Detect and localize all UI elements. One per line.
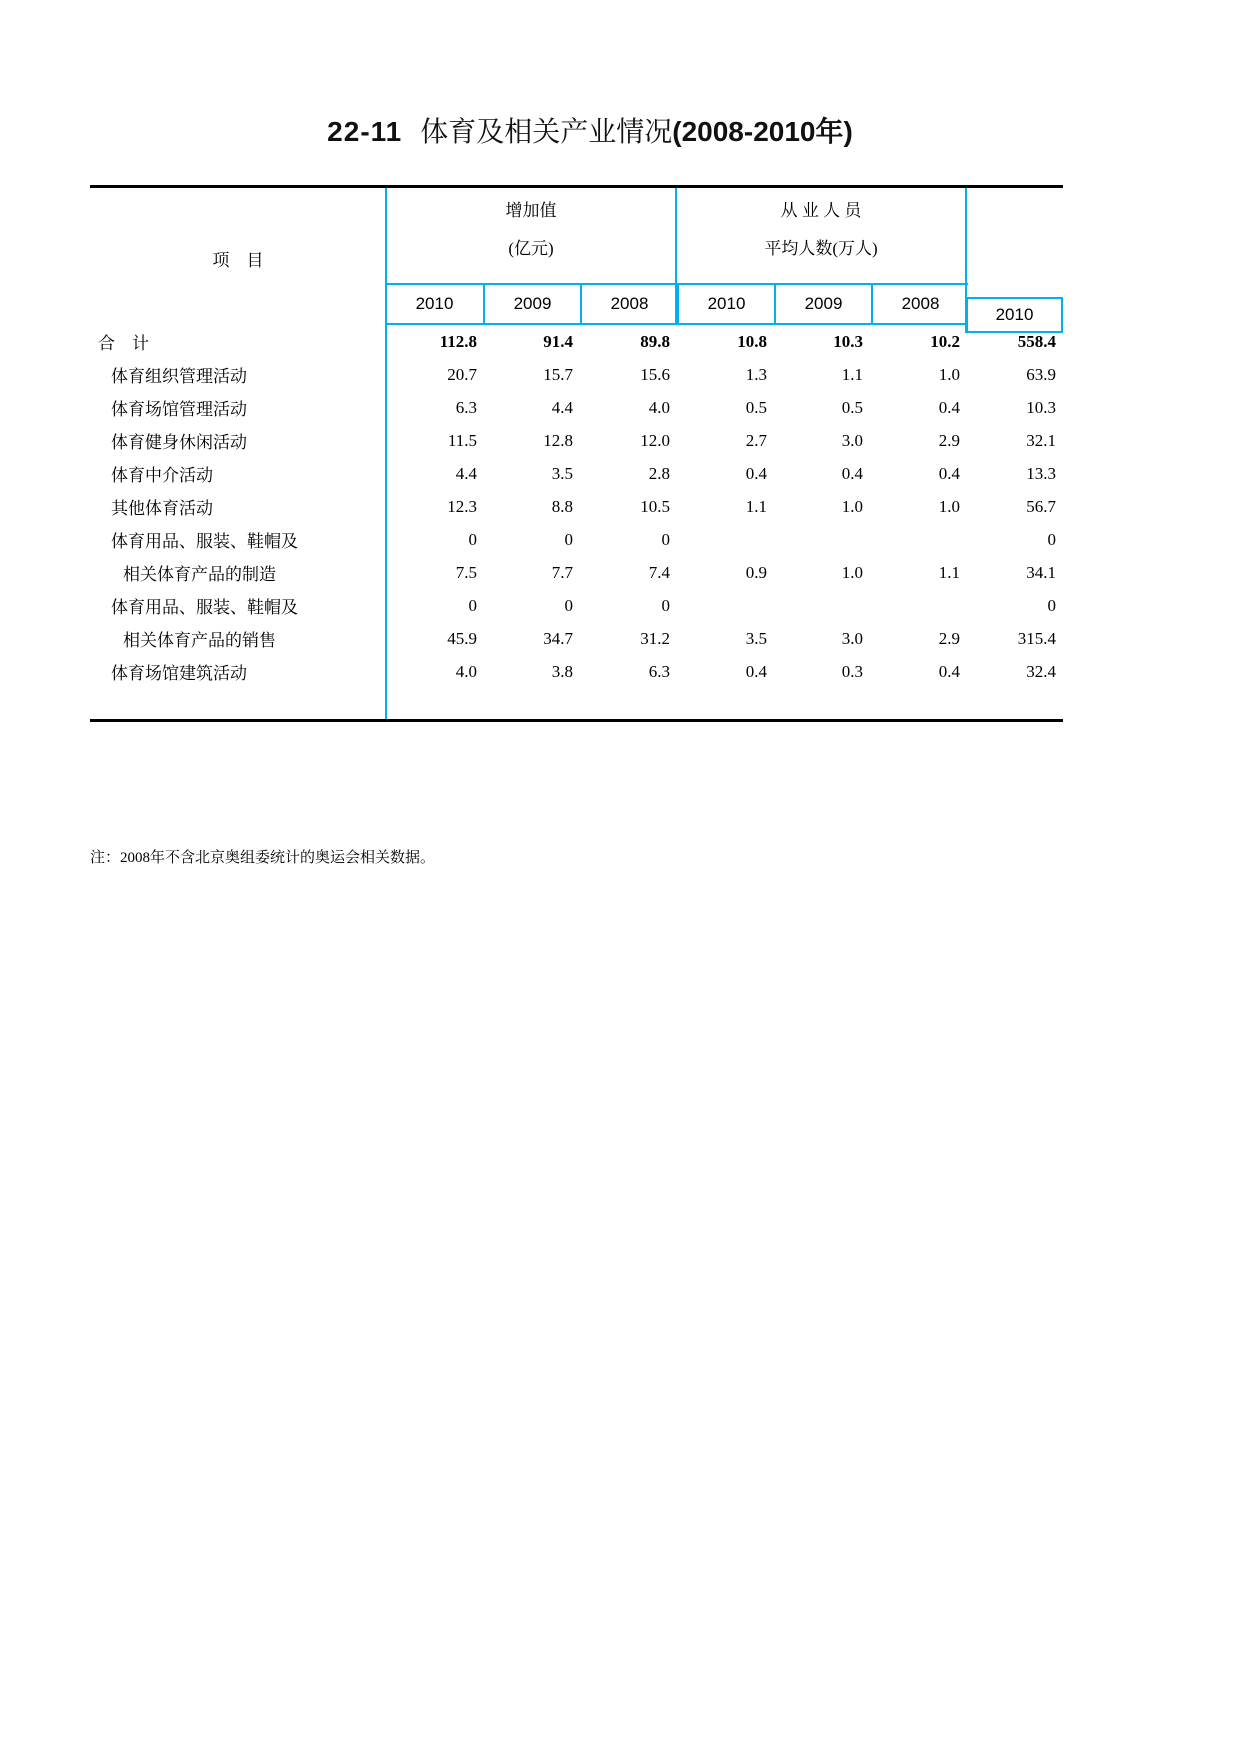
cell-value: 12.0 [640, 430, 670, 450]
cell-value: 11.5 [447, 430, 477, 450]
page-title [0, 110, 1180, 150]
cell-value: 112.8 [439, 331, 477, 351]
cell-value: 0.4 [938, 397, 960, 417]
cell-value: 0.4 [841, 463, 863, 483]
cell-value: 0.9 [745, 562, 767, 582]
cell-value: 0 [1047, 595, 1056, 615]
cell-value: 2.8 [648, 463, 670, 483]
cell-value: 89.8 [640, 331, 670, 351]
table-row [90, 358, 1063, 391]
table-row [90, 325, 1063, 358]
table-body [90, 325, 1063, 688]
cell-value: 2.7 [745, 430, 767, 450]
cell-value: 0 [661, 529, 670, 549]
cell-value: 63.9 [1026, 364, 1056, 384]
cell-value: 10.3 [833, 331, 863, 351]
title-text: 体育及相关产业情况 [420, 117, 673, 148]
cell-value: 7.5 [455, 562, 477, 582]
year-header-extra: 2010 [966, 297, 1063, 333]
title-period: (2008-2010年) [672, 116, 853, 147]
year-header: 2008 [871, 285, 968, 323]
cell-value: 4.0 [648, 397, 670, 417]
statistics-table [90, 185, 1063, 722]
row-label: 体育中介活动 [111, 466, 213, 485]
group-employees-unit: 平均人数(万人) [764, 239, 878, 258]
cell-value: 0.4 [745, 463, 767, 483]
year-header: 2008 [580, 285, 677, 323]
cell-value: 0.4 [938, 463, 960, 483]
cell-value: 31.2 [640, 628, 670, 648]
cell-value: 1.0 [841, 496, 863, 516]
cell-value: 13.3 [1026, 463, 1056, 483]
cell-value: 6.3 [455, 397, 477, 417]
cell-value: 10.3 [1026, 397, 1056, 417]
table-row [90, 457, 1063, 490]
cell-value: 4.0 [455, 661, 477, 681]
cell-value: 12.3 [447, 496, 477, 516]
cell-value: 1.3 [745, 364, 767, 384]
cell-value: 3.5 [745, 628, 767, 648]
cell-value: 10.8 [737, 331, 767, 351]
table-row [90, 556, 1063, 589]
row-label: 体育场馆管理活动 [111, 400, 247, 419]
cell-value: 1.1 [841, 364, 863, 384]
year-header: 2010 [415, 294, 454, 313]
cell-value: 1.1 [938, 562, 960, 582]
row-label: 相关体育产品的制造 [123, 565, 276, 584]
cell-value: 0 [468, 595, 477, 615]
cell-value: 3.0 [841, 430, 863, 450]
year-header: 2009 [483, 285, 580, 323]
cell-value: 15.7 [543, 364, 573, 384]
cell-value: 32.1 [1026, 430, 1056, 450]
row-label: 相关体育产品的销售 [123, 631, 276, 650]
cell-value: 0.4 [745, 661, 767, 681]
table-row [90, 391, 1063, 424]
cell-value: 0 [564, 529, 573, 549]
cell-value: 0 [661, 595, 670, 615]
table-row [90, 523, 1063, 556]
cell-value: 558.4 [1017, 331, 1056, 351]
cell-value: 45.9 [447, 628, 477, 648]
row-label: 体育用品、服装、鞋帽及 [111, 532, 298, 551]
table-row [90, 424, 1063, 457]
cell-value: 8.8 [551, 496, 573, 516]
year-header-row [386, 283, 968, 325]
table-number: 22-11 [327, 116, 403, 147]
cell-value: 12.8 [543, 430, 573, 450]
cell-value: 32.4 [1026, 661, 1056, 681]
cell-value: 315.4 [1017, 628, 1056, 648]
cell-value: 0 [468, 529, 477, 549]
cell-value: 2.9 [938, 430, 960, 450]
cell-value: 0.4 [938, 661, 960, 681]
cell-value: 3.0 [841, 628, 863, 648]
group-added-value-title: 增加值 [505, 201, 557, 220]
row-label: 其他体育活动 [111, 499, 213, 518]
cell-value: 3.5 [551, 463, 573, 483]
table-row [90, 622, 1063, 655]
cell-value: 0.5 [841, 397, 863, 417]
row-label: 体育场馆建筑活动 [111, 664, 247, 683]
cell-value: 0 [564, 595, 573, 615]
table-row [90, 490, 1063, 523]
cell-value: 10.5 [640, 496, 670, 516]
cell-value: 0.5 [745, 397, 767, 417]
cell-value: 10.2 [930, 331, 960, 351]
row-label: 合 计 [98, 334, 149, 353]
cell-value: 1.0 [938, 496, 960, 516]
cell-value: 15.6 [640, 364, 670, 384]
cell-value: 0 [1047, 529, 1056, 549]
column-group-added-value [386, 188, 676, 260]
cell-value: 20.7 [447, 364, 477, 384]
cell-value: 4.4 [551, 397, 573, 417]
row-label: 体育健身休闲活动 [111, 433, 247, 452]
cell-value: 1.0 [841, 562, 863, 582]
row-label: 体育组织管理活动 [111, 367, 247, 386]
row-label: 体育用品、服装、鞋帽及 [111, 598, 298, 617]
year-header: 2009 [774, 285, 871, 323]
cell-value: 2.9 [938, 628, 960, 648]
cell-value: 0.3 [841, 661, 863, 681]
cell-value: 4.4 [455, 463, 477, 483]
cell-value: 6.3 [648, 661, 670, 681]
cell-value: 1.0 [938, 364, 960, 384]
table-row [90, 655, 1063, 688]
group-added-value-unit: (亿元) [508, 239, 554, 258]
cell-value: 3.8 [551, 661, 573, 681]
cell-value: 91.4 [543, 331, 573, 351]
table-row [90, 589, 1063, 622]
column-header-item: 项 目 [212, 251, 264, 270]
cell-value: 1.1 [745, 496, 767, 516]
footnote: 注：2008年不含北京奥组委统计的奥运会相关数据。 [90, 850, 436, 866]
cell-value: 7.7 [551, 562, 573, 582]
group-employees-title: 从 业 人 员 [780, 201, 862, 220]
column-group-employees [676, 188, 966, 260]
cell-value: 7.4 [648, 562, 670, 582]
year-header: 2010 [677, 285, 774, 323]
cell-value: 56.7 [1026, 496, 1056, 516]
cell-value: 34.1 [1026, 562, 1056, 582]
cell-value: 34.7 [543, 628, 573, 648]
